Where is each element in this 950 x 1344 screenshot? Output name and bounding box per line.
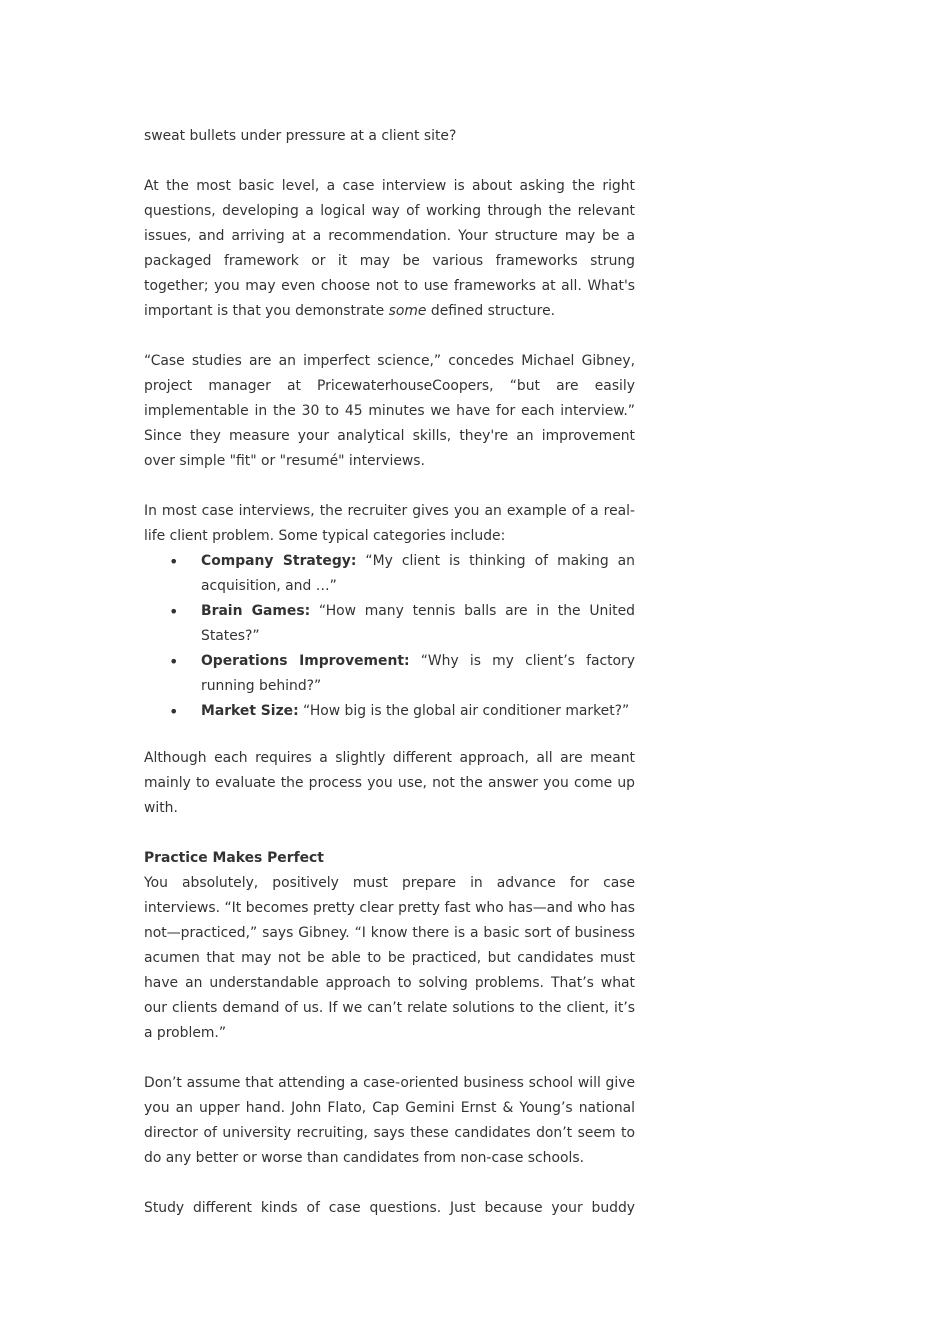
paragraph-intro-fragment: sweat bullets under pressure at a client site? — [144, 128, 457, 144]
bullet-icon: • — [169, 702, 179, 721]
paragraph-categories-intro: In most case interviews, the recruiter gives you an example of a real-life client problem. Some typical categories include: — [144, 503, 635, 544]
paragraph-approach: Although each requires a slightly different approach, all are meant mainly to evaluate the process you use, not the answer you come up with. — [144, 750, 635, 816]
category-label: Company Strategy: — [201, 553, 357, 569]
paragraph-basic-level-end: defined structure. — [426, 303, 556, 319]
list-item — [144, 699, 635, 724]
category-list — [144, 549, 635, 724]
list-item — [144, 599, 635, 649]
category-text: “How big is the global air conditioner market?” — [298, 703, 630, 719]
bullet-icon: • — [169, 552, 179, 571]
category-text: “My client is thinking of making an acquisition, and …” — [201, 553, 635, 594]
paragraph-basic-level-text: At the most basic level, a case interview is about asking the right questions, developing a logical way of working through the relevant issues, and arriving at a recommendation. Your structure may be a packaged framework or it may be various frameworks strung together; you may even choose not to use frameworks at all. What's important is that you demonstrate — [144, 178, 635, 319]
paragraph-gibney-quote: “Case studies are an imperfect science,” concedes Michael Gibney, project manager at PricewaterhouseCoopers, “but are easily implementable in the 30 to 45 minutes we have for each interview.” Since they measure your analytical skills, they're an improvement over simple "fit" or "resumé" interviews. — [144, 353, 635, 469]
document-body — [144, 124, 635, 1221]
paragraph-practice: You absolutely, positively must prepare in advance for case interviews. “It becomes pretty clear pretty fast who has—and who has not—practiced,” says Gibney. “I know there is a basic sort of business acumen that may not be able to be practiced, but candidates must have an understandable approach to solving problems. That’s what our clients demand of us. If we can’t relate solutions to the client, it’s a problem.” — [144, 875, 635, 1041]
list-item — [144, 649, 635, 699]
category-label: Brain Games: — [201, 603, 311, 619]
bullet-icon: • — [169, 602, 179, 621]
section-heading: Practice Makes Perfect — [144, 850, 324, 866]
list-item — [144, 549, 635, 599]
category-label: Market Size: — [201, 703, 299, 719]
category-label: Operations Improvement: — [201, 653, 410, 669]
category-text: “How many tennis balls are in the United States?” — [201, 603, 635, 644]
category-text: “Why is my client’s factory running behind?” — [201, 653, 635, 694]
bullet-icon: • — [169, 652, 179, 671]
paragraph-study-cases: Study different kinds of case questions. Just because your buddy — [144, 1200, 635, 1216]
emphasis-some: some — [388, 303, 427, 319]
paragraph-basic-level — [144, 174, 635, 324]
paragraph-business-school: Don’t assume that attending a case-oriented business school will give you an upper hand. John Flato, Cap Gemini Ernst & Young’s national director of university recruiting, says these candidates don’t seem to do any better or worse than candidates from non-case schools. — [144, 1075, 635, 1166]
